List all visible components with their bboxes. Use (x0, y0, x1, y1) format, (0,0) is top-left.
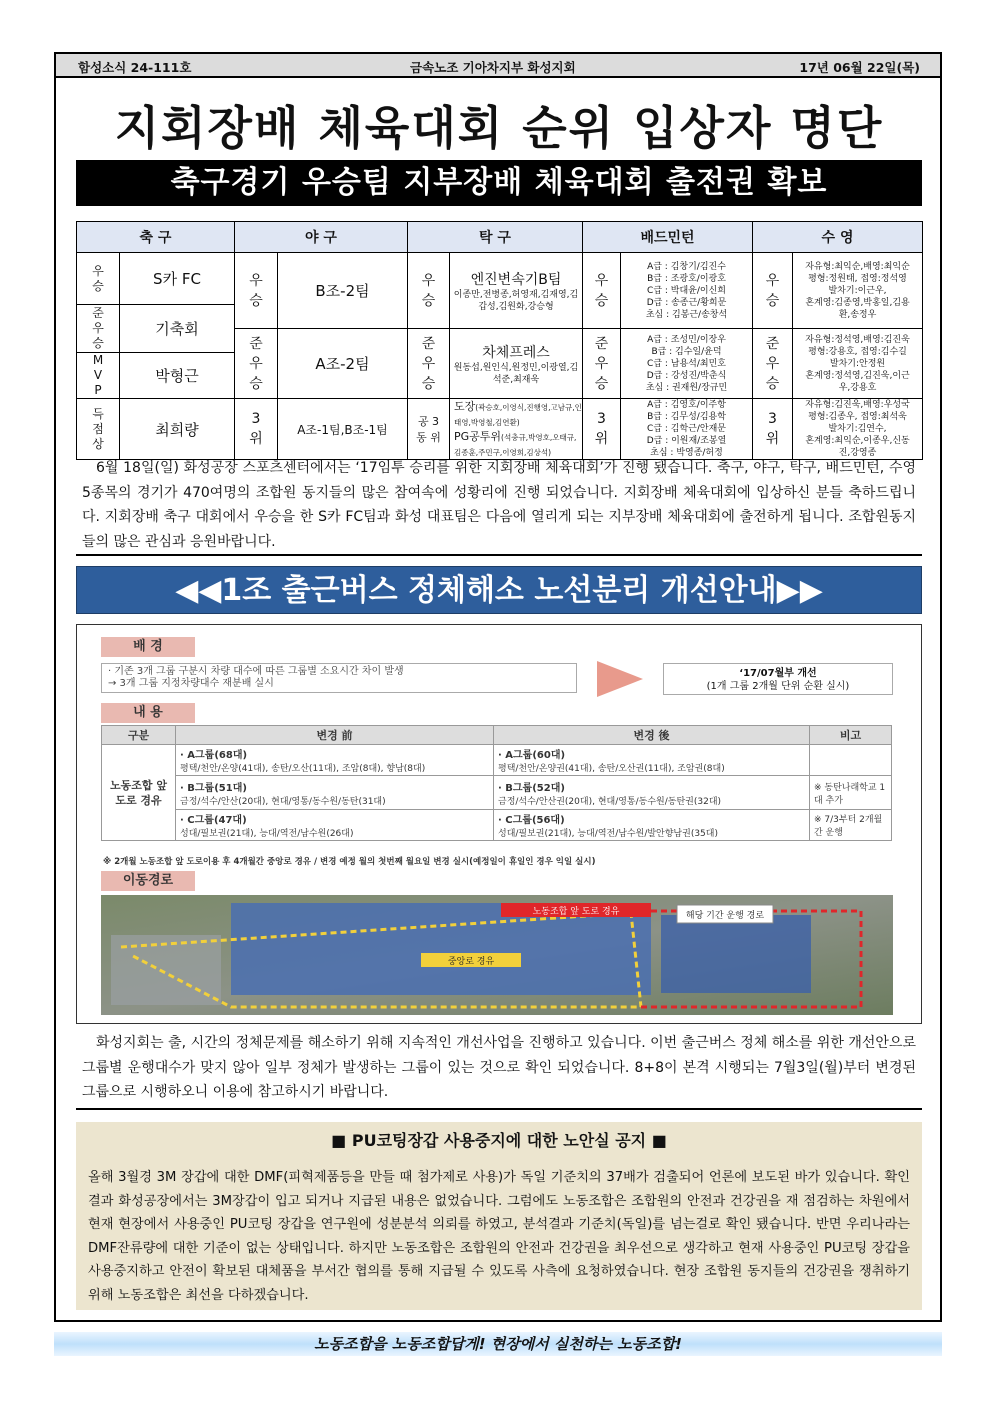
newsletter-header (56, 54, 940, 78)
c-note: ※ 7/3부터 2개월간 운행 (810, 810, 892, 841)
soccer-top-scorer-name: 최희량 (120, 399, 235, 460)
baseball-team-2: A조-2팀 (278, 329, 408, 399)
soccer-top-scorer: 득점상 (77, 399, 120, 460)
soccer-mvp: MVP (77, 353, 120, 399)
bus-footnote: ※ 2개월 노동조합 앞 도로이용 후 4개월간 중앙로 경유 / 변경 예정 월의 첫번째 월요일 변경 실시(예정일이 휴일인 경우 익일 실시) (103, 857, 596, 867)
swimming-list-1: 자유형:최익순,배영:최익순 평형:정원태, 접영:정석영 발차기:이근우, 혼계영:김종영,박홍일,김용 환,송정우 (793, 253, 923, 329)
pingpong-rank-1: 우승 (408, 253, 450, 329)
footer-slogan: 노동조합을 노동조합답게! 현장에서 실천하는 노동조합! (54, 1332, 942, 1356)
baseball-rank-2: 준우승 (235, 329, 278, 399)
soccer-rank-1: 우승 (77, 253, 120, 305)
baseball-team-1: B조-2팀 (278, 253, 408, 329)
badminton-rank-3: 3위 (583, 399, 621, 460)
b-after: · B그룹(52대) 금정/석수/안산권(20대), 현대/영통/동수원/동탄권(32대) (494, 776, 810, 810)
change-box: ‘17/07월부 개선 (1개 그룹 2개월 단위 순환 실시) (663, 663, 893, 695)
header-pingpong: 탁 구 (408, 222, 583, 253)
baseball-rank-3: 3위 (235, 399, 278, 460)
b-before: · B그룹(51대) 금정/석수/안산(20대), 현대/영통/동수원/동탄(31대) (176, 776, 494, 810)
col-after: 변경 後 (494, 726, 810, 745)
a-note (810, 745, 892, 776)
pingpong-rank-2: 준우승 (408, 329, 450, 399)
col-division: 구분 (102, 726, 176, 745)
badminton-list-1: A급 : 김창기/김진수 B급 : 조광호/이광호 C급 : 박대윤/이신희 D급 : 송종근/황희문 초심 : 김봉근/송창석 (621, 253, 753, 329)
badminton-rank-1: 우승 (583, 253, 621, 329)
results-table (76, 221, 923, 460)
section-label-content: 내 용 (101, 703, 195, 723)
route-period-label: 해당 기간 운행 경로 (685, 911, 765, 921)
swimming-list-2: 자유형:정석영,배영:김진욱 평형:강용호, 접영:김수길 발차기:안정원 혼계영:정석영,김진욱,이근 우,강용호 (793, 329, 923, 399)
arrow-right-icon (597, 661, 643, 697)
issue-number: 함성소식 24-111호 (78, 60, 192, 75)
baseball-rank-1: 우승 (235, 253, 278, 329)
bus-group-table (101, 725, 892, 841)
baseball-team-3: A조-1팀,B조-1팀 (278, 399, 408, 460)
central-road-label: 중앙로 경유 (447, 957, 495, 967)
pingpong-team-2: 차체프레스 원동섭,원인식,원정민,이광열,김석준,최재욱 (450, 329, 583, 399)
badminton-list-3: A급 : 김영호/이주항 B급 : 김무성/김용학 C급 : 김학근/안재문 D급 : 이원재/조봉열 초심 : 박영종/허정 (621, 399, 753, 460)
c-before: · C그룹(47대) 성대/필보권(21대), 능대/역전/남수원(26대) (176, 810, 494, 841)
divider (76, 554, 922, 556)
badminton-rank-2: 준우승 (583, 329, 621, 399)
sports-paragraph: 6월 18일(일) 화성공장 스포츠센터에서는 ‘17임투 승리를 위한 지회장배 체육대회’가 진행 됐습니다. 축구, 야구, 탁구, 배드민턴, 수영 5종목의 경기가 470여명의 조합원 동지들의 많은 참여속에 성황리에 진행 되었습니다. 지회장배 체육대회에 입상하신 분들 축하드립니다. 지회장배 축구 대회에서 우승을 한 S카 FC팀과 화성 대표팀은 다음에 열리게 되는 지부장배 체육대회에 출전하게 됩니다. 조합원동지들의 많은 관심과 응원바랍니다. (82, 460, 916, 550)
issue-date: 17년 06월 22일(목) (799, 60, 920, 75)
organization-name: 금속노조 기아차지부 화성지회 (410, 60, 576, 75)
pingpong-rank-3: 공 3동 위 (408, 399, 450, 460)
b-note: ※ 동탄나래학교 1대 추가 (810, 776, 892, 810)
soccer-rank-2: 준우승 (77, 305, 120, 353)
soccer-mvp-name: 박형근 (120, 353, 235, 399)
badminton-list-2: A급 : 조성민/이장우 B급 : 김수일/윤덕 C급 : 남용석/최민호 D급 : 강성진/박춘식 초심 : 권재원/장규민 (621, 329, 753, 399)
swimming-rank-3: 3위 (753, 399, 793, 460)
a-after: · A그룹(60대) 평택/천안/온양권(41대), 송탄/오산권(11대), 조암권(8대) (494, 745, 810, 776)
bus-paragraph: 화성지회는 출, 시간의 정체문제를 해소하기 위해 지속적인 개선사업을 진행하고 있습니다. 이번 출근버스 정체 해소를 위한 개선안으로 그룹별 운행대수가 맞지 않아 일부 정체가 발생하는 그룹이 있는 것으로 확인 되었습니다. 8+8이 본격 시행되는 7월3일(월)부터 변경된 그룹으로 시행하오니 이용에 참고하시기 바랍니다. (82, 1035, 916, 1100)
notice-title: ■ PU코팅장갑 사용중지에 대한 노안실 공지 ■ (331, 1131, 667, 1150)
pingpong-team-1: 엔진변속기B팀 이종만,전병종,허영재,김재영,김갑성,김원화,강승형 (450, 253, 583, 329)
a-before: · A그룹(68대) 평택/천안/온양(41대), 송탄/오산(11대), 조암(8대), 향남(8대) (176, 745, 494, 776)
route-map (101, 895, 893, 1015)
section-label-background: 배 경 (101, 637, 195, 657)
swimming-rank-2: 준우승 (753, 329, 793, 399)
c-after: · C그룹(56대) 성대/필보권(21대), 능대/역전/남수원/발안향남권(35대) (494, 810, 810, 841)
notice-box (76, 1122, 922, 1310)
swimming-rank-1: 우승 (753, 253, 793, 329)
row-label: 노동조합 앞 도로 경유 (102, 745, 176, 841)
col-before: 변경 前 (176, 726, 494, 745)
header-soccer: 축 구 (77, 222, 235, 253)
bus-notice-image (76, 624, 922, 1024)
bus-banner: ◀◀1조 출근버스 정체해소 노선분리 개선안내▶▶ (76, 566, 922, 614)
header-badminton: 배드민턴 (583, 222, 753, 253)
background-box: · 기존 3개 그룹 구분시 차량 대수에 따른 그룹별 소요시간 차이 발생 → 3개 그룹 지정차량대수 재분배 실시 (101, 663, 577, 693)
soccer-team-1: S카 FC (120, 253, 235, 305)
header-baseball: 야 구 (235, 222, 408, 253)
soccer-team-2: 기축회 (120, 305, 235, 353)
header-swimming: 수 영 (753, 222, 923, 253)
union-road-label: 노동조합 앞 도로 경유 (532, 907, 620, 917)
notice-text: 올해 3월경 3M 장갑에 대한 DMF(피혁제품등을 만들 때 첨가제로 사용)가 독일 기준치의 37배가 검출되어 언론에 보도된 바가 있습니다. 확인결과 화성공장에서는 3M장갑이 입고 되거나 지급된 내용은 없었습니다. 그럼에도 노동조합은 조합원의 안전과 건강권을 재 점검하는 차원에서 현재 현장에서 사용중인 PU코팅 장갑을 연구원에 성분분석 의뢰를 하였고, 분석결과 기준치(독일)를 넘는걸로 확인 됐습니다. 반면 우리나라는 DMF잔류량에 대한 기준이 없는 상태입니다. 하지만 노동조합은 조합원의 안전과 건강권을 최우선으로 생각하고 현재 사용중인 PU코팅 장갑을 사용중지하고 안전이 확보된 대체품을 부서간 협의를 통해 지급될 수 있도록 사측에 요청하였습니다. 현장 조합원 동지들의 건강권을 쟁취하기 위해 노동조합은 최선을 다하겠습니다. (88, 1170, 910, 1303)
divider-2 (76, 1108, 922, 1110)
section-label-route: 이동경로 (101, 871, 195, 891)
page-title: 지회장배 체육대회 순위 입상자 명단 (114, 101, 884, 155)
swimming-list-3: 자유형:김진욱,배영:우성국 평형:김종우, 접영:최석욱 발차기:김연수, 혼계영:최익순,이종우,신동 진,강영종 (793, 399, 923, 460)
pingpong-team-3: 도장(곽승호,이영식,진행영,고남규,인태영,박영철,김연환) PG공투위(석충규,박영호,오태규,김종훈,주민구,이영희,김상석) (450, 399, 583, 460)
col-note: 비고 (810, 726, 892, 745)
factory-buildings-east (661, 915, 811, 993)
subtitle-banner: 축구경기 우승팀 지부장배 체육대회 출전권 확보 (76, 160, 922, 206)
